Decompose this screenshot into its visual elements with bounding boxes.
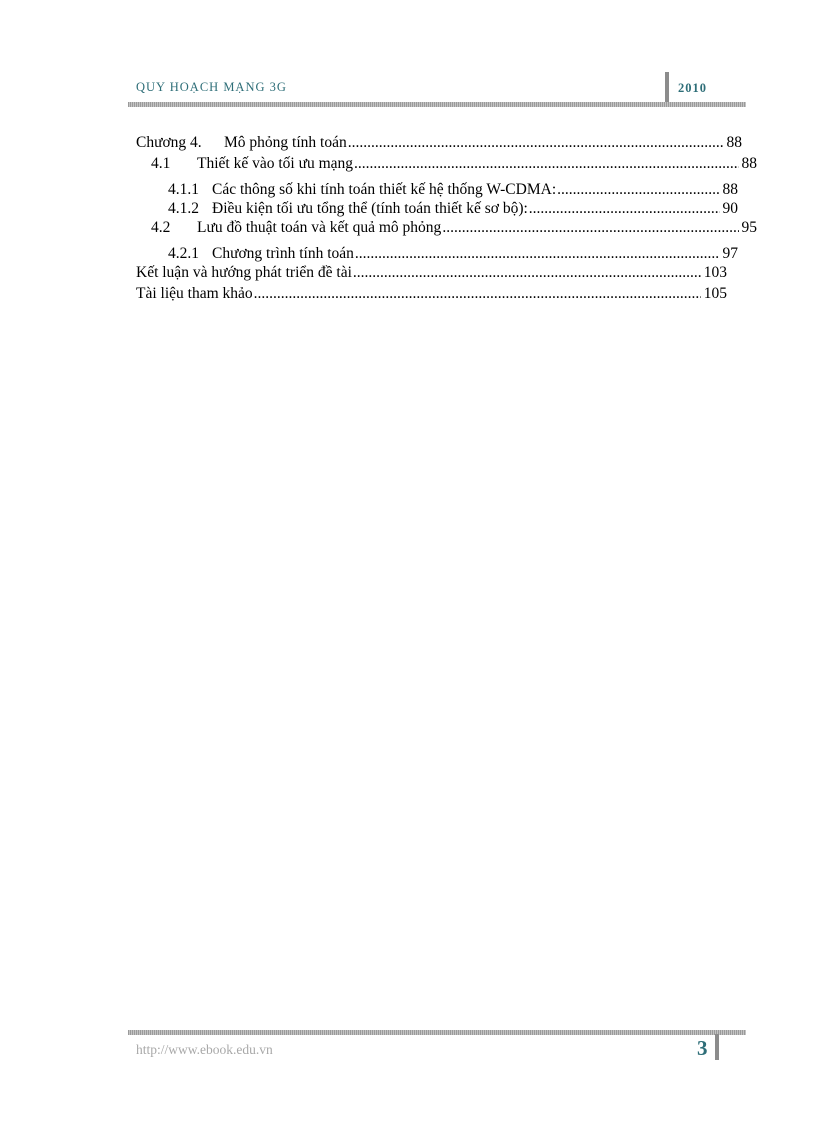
toc-entry-conclusion[interactable] — [136, 264, 727, 284]
toc-entry-page: 88 — [726, 134, 742, 151]
header-rule — [128, 102, 746, 107]
toc-entry-page: 105 — [703, 285, 727, 302]
toc-dot-leader — [348, 134, 724, 152]
header-divider — [665, 72, 669, 106]
toc-dot-leader — [254, 285, 701, 303]
toc-entry-number: 4.1 — [151, 155, 171, 172]
toc-entry-title: Chương trình tính toán — [212, 245, 354, 262]
toc-entry-title: Lưu đồ thuật toán và kết quả mô phỏng — [197, 219, 442, 236]
toc-entry-page: 90 — [722, 200, 738, 217]
toc-entry-page: 88 — [722, 181, 738, 198]
toc-entry-number: 4.1.2 — [168, 200, 199, 217]
toc-entry-title: Tài liệu tham khảo — [136, 285, 253, 302]
toc-dot-leader — [529, 200, 720, 218]
toc-entry-page: 88 — [741, 155, 757, 172]
toc-entry-page: 95 — [741, 219, 757, 236]
toc-entry-number: 4.2 — [151, 219, 171, 236]
header-year: 2010 — [678, 81, 707, 95]
toc-entry-4-2[interactable] — [151, 219, 757, 239]
toc-entry-title: Mô phỏng tính toán — [224, 134, 347, 151]
toc-entry-4-1[interactable] — [151, 155, 757, 175]
toc-dot-leader — [557, 181, 719, 199]
toc-entry-title: Các thông số khi tính toán thiết kế hệ thống W-CDMA: — [212, 181, 557, 198]
toc-entry-page: 103 — [703, 264, 727, 281]
toc-entry-title: Kết luận và hướng phát triển đề tài — [136, 264, 352, 281]
toc-dot-leader — [355, 245, 720, 263]
toc-entry-number: 4.2.1 — [168, 245, 199, 262]
toc-entry-number: Chương 4. — [136, 134, 202, 151]
toc-dot-leader — [353, 264, 701, 282]
toc-entry-4-1-2[interactable] — [168, 200, 738, 220]
header-title: QUY HOẠCH MẠNG 3G — [136, 80, 287, 94]
toc-entry-title: Điều kiện tối ưu tổng thể (tính toán thiết kế sơ bộ): — [212, 200, 528, 217]
toc-entry-4-1-1[interactable] — [168, 181, 738, 201]
toc-entry-chapter-4[interactable] — [136, 134, 742, 154]
footer-page-number: 3 — [697, 1036, 708, 1060]
toc-entry-title: Thiết kế vào tối ưu mạng — [197, 155, 354, 172]
toc-dot-leader — [442, 219, 738, 237]
footer-divider — [715, 1034, 719, 1060]
toc-dot-leader — [354, 155, 738, 173]
toc-entry-page: 97 — [722, 245, 738, 262]
toc-entry-number: 4.1.1 — [168, 181, 199, 198]
toc-entry-4-2-1[interactable] — [168, 245, 738, 265]
footer-rule — [128, 1030, 746, 1035]
toc-entry-references[interactable] — [136, 285, 727, 305]
footer-url[interactable]: http://www.ebook.edu.vn — [136, 1042, 273, 1057]
